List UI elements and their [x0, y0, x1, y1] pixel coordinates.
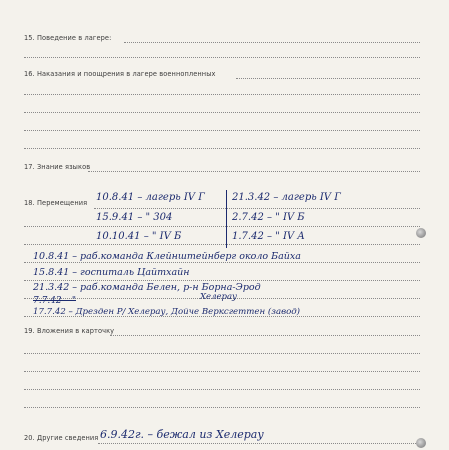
move-left-1: 10.8.41 – лагерь IV Г: [96, 192, 205, 203]
field-18-line: [24, 280, 420, 281]
move-left-3: 10.10.41 – " IV Б: [96, 231, 182, 242]
other-info-handwriting: 6.9.42г. – бежал из Хелерау: [100, 428, 264, 441]
field-15-label: 15. Поведение в лагере:: [24, 34, 112, 42]
field-19-line: [24, 389, 420, 390]
work-line-3: 21.3.42 – раб.команда Белен, р-н Борна-Эрод: [33, 282, 261, 293]
field-19-line: [110, 335, 420, 336]
work-line-2: 15.8.41 – госпиталь Цайтхайн: [33, 267, 190, 278]
move-right-3: 1.7.42 – " IV А: [232, 231, 305, 242]
field-15-line: [24, 57, 420, 58]
field-18-line: [24, 226, 420, 227]
field-18-line: [24, 262, 420, 263]
field-18-line: [94, 208, 420, 209]
field-20-label: 20. Другие сведения: [24, 434, 99, 442]
work-line-1: 10.8.41 – раб.команда Клейнштейнберг около Байха: [33, 251, 301, 262]
field-16-line: [24, 112, 420, 113]
field-17-line: [88, 171, 420, 172]
field-19-line: [24, 407, 420, 408]
field-17-label: 17. Знание языков: [24, 163, 91, 171]
punch-hole: [416, 438, 426, 448]
field-18-label: 18. Перемещения: [24, 199, 88, 207]
move-right-2: 2.7.42 – " IV Б: [232, 212, 305, 223]
column-divider-stroke: [226, 190, 227, 248]
move-left-2: 15.9.41 – " 304: [96, 212, 173, 223]
field-16-line: [24, 94, 420, 95]
field-19-line: [24, 371, 420, 372]
move-right-1: 21.3.42 – лагерь IV Г: [232, 192, 341, 203]
field-15-line: [124, 42, 420, 43]
field-16-line: [24, 148, 420, 149]
field-16-line: [236, 78, 420, 79]
work-line-5: 17.7.42 – Дрезден Р/ Хелерау, Дойче Верксгеттен (завод): [33, 307, 301, 317]
field-16-line: [24, 130, 420, 131]
punch-hole: [416, 228, 426, 238]
work-line-insert: Хелерау: [200, 292, 237, 302]
field-18-line: [24, 244, 420, 245]
field-16-label: 16. Наказания и поощрения в лагере военнопленных: [24, 70, 216, 78]
field-19-label: 19. Вложения в карточку: [24, 327, 115, 335]
work-line-4-struck: 7.7.42 – ": [33, 296, 76, 306]
field-20-line: [98, 443, 420, 444]
field-19-line: [24, 353, 420, 354]
